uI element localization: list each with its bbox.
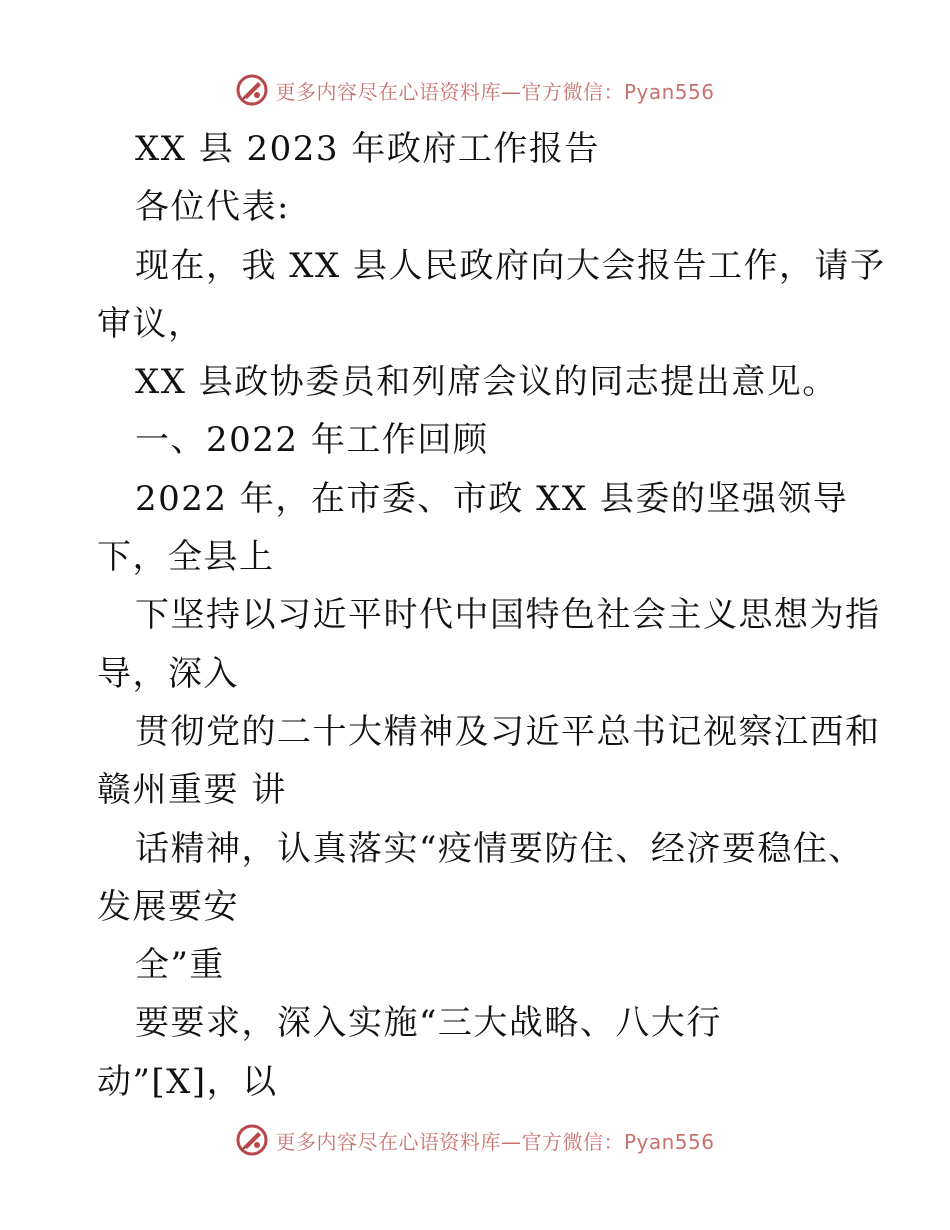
document-line: 导，深入 <box>97 653 239 694</box>
document-line: 现在，我 XX 县人民政府向大会报告工作，请予 <box>135 245 886 286</box>
document-line: 全”重 <box>135 945 225 986</box>
document-line: 贯彻党的二十大精神及习近平总书记视察江西和 <box>135 711 881 752</box>
footer-banner-text: 更多内容尽在心语资料库—官方微信：Pyan556 <box>275 1129 715 1154</box>
document-line: 要要求，深入实施“三大战略、八大行 <box>135 1003 722 1044</box>
document-line: 各位代表: <box>135 187 290 228</box>
pen-logo-icon <box>235 73 269 107</box>
header-banner <box>0 70 950 110</box>
document-line: 动”[X]，以 <box>97 1061 278 1102</box>
header-banner-text: 更多内容尽在心语资料库—官方微信：Pyan556 <box>275 79 715 104</box>
document-line: XX 县政协委员和列席会议的同志提出意见。 <box>135 362 838 403</box>
document-line: 发展要安 <box>97 886 239 927</box>
document-line: 下，全县上 <box>97 537 275 578</box>
footer-banner <box>0 1120 950 1160</box>
document-line: XX 县 2023 年政府工作报告 <box>135 129 600 169</box>
pen-logo-icon <box>235 1123 269 1157</box>
document-line: 一、2022 年工作回顾 <box>135 420 489 461</box>
document-line: 审议， <box>97 303 204 344</box>
document-line: 话精神，认真落实“疫情要防住、经济要稳住、 <box>135 828 864 869</box>
document-body <box>97 120 886 1111</box>
document-line: 下坚持以习近平时代中国特色社会主义思想为指 <box>135 595 881 636</box>
document-line: 2022 年，在市委、市政 XX 县委的坚强领导 <box>135 478 849 519</box>
document-line: 赣州重要 讲 <box>97 770 287 811</box>
